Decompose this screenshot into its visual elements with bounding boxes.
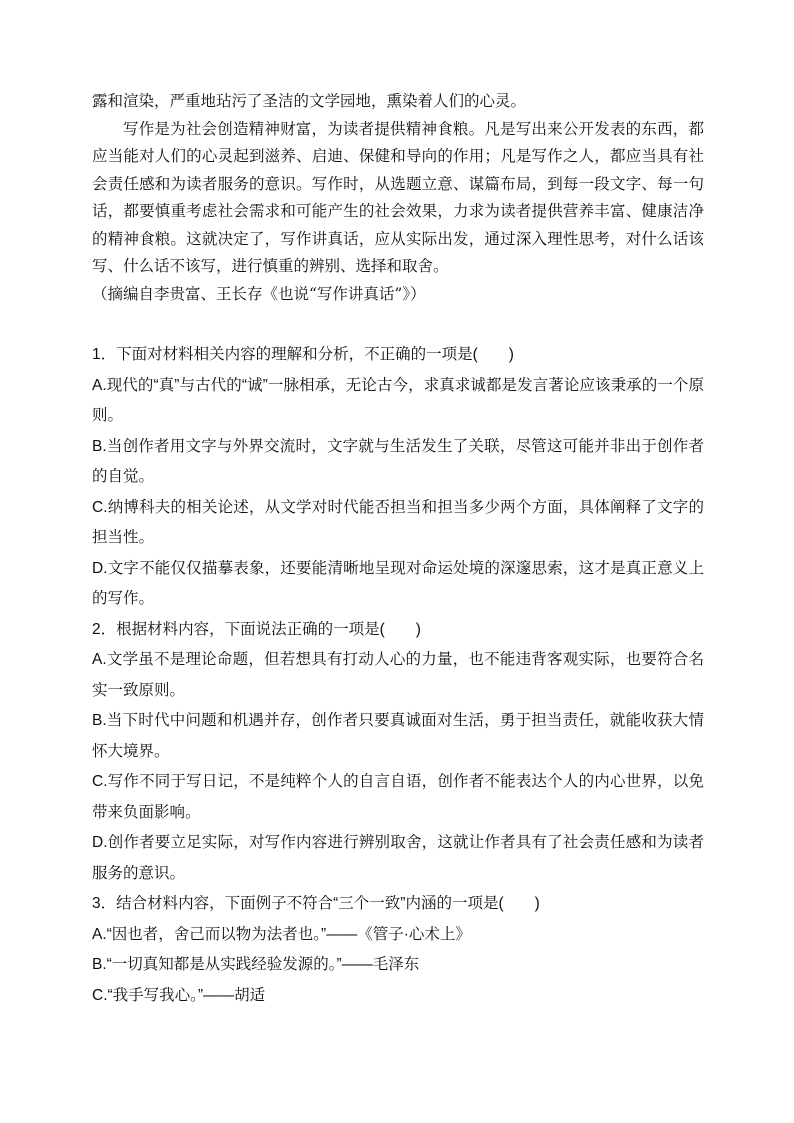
question-list: [92, 340, 704, 1011]
question-1-stem: 1．下面对材料相关内容的理解和分析，不正确的一项是( ): [92, 346, 514, 363]
excerpt-paragraph-1: 露和渲染，严重地玷污了圣洁的文学园地，熏染着人们的心灵。: [92, 92, 527, 110]
question-3-stem: 3．结合材料内容，下面例子不符合“三个一致”内涵的一项是( ): [92, 895, 540, 912]
question-1-option-b: B.当创作者用文字与外界交流时，文字就与生活发生了关联，尽管这可能并非出于创作者的自觉。: [92, 437, 704, 485]
question-2-option-a: A.文学虽不是理论命题，但若想具有打动人心的力量，也不能违背客观实际，也要符合名实一致原则。: [92, 651, 704, 699]
question-2-option-c: C.写作不同于写日记，不是纯粹个人的自言自语，创作者不能表达个人的内心世界，以免带来负面影响。: [92, 773, 704, 821]
question-3-option-c: C.“我手写我心。”——胡适: [92, 986, 266, 1004]
question-3-option-a: A.“因也者，舍己而以物为法者也。”——《管子·心术上》: [92, 925, 471, 943]
question-1-option-d: D.文字不能仅仅描摹表象，还要能清晰地呈现对命运处境的深邃思索，这才是真正意义上的写作。: [92, 559, 704, 607]
question-1-option-c: C.纳博科夫的相关论述，从文学对时代能否担当和担当多少两个方面，具体阐释了文字的担当性。: [92, 498, 704, 546]
question-2-option-b: B.当下时代中问题和机遇并存，创作者只要真诚面对生活，勇于担当责任，就能收获大情怀大境界。: [92, 712, 704, 760]
excerpt-source: （摘编自李贵富、王长存《也说“写作讲真话”》）: [92, 284, 426, 303]
question-3: [92, 889, 704, 1011]
question-2-stem: 2．根据材料内容，下面说法正确的一项是( ): [92, 620, 421, 638]
excerpt-paragraph-2: 写作是为社会创造精神财富，为读者提供精神食粮。凡是写出来公开发表的东西，都应当能对人们的心灵起到滋养、启迪、保健和导向的作用；凡是写作之人，都应当具有社会责任感和为读者服务的意识。写作时，从选题立意、谋篇布局，到每一段文字、每一句话，都要慎重考虑社会需求和可能产生的社会效果，力求为读者提供营养丰富、健康洁净的精神食粮。这就决定了，写作讲真话，应从实际出发，通过深入理性思考，对什么话该写、什么话不该写，进行慎重的辨别、选择和取舍。: [92, 119, 704, 275]
question-1-option-a: A.现代的“真”与古代的“诚”一脉相承，无论古今，求真求诚都是发言著论应该秉承的一个原则。: [92, 376, 704, 424]
question-2: [92, 615, 704, 890]
question-1: [92, 340, 704, 615]
reading-excerpt: [92, 88, 704, 308]
question-2-option-d: D.创作者要立足实际，对写作内容进行辨别取舍，这就让作者具有了社会责任感和为读者服务的意识。: [92, 834, 704, 882]
question-3-option-b: B.“一切真知都是从实践经验发源的。”——毛泽东: [92, 956, 420, 973]
